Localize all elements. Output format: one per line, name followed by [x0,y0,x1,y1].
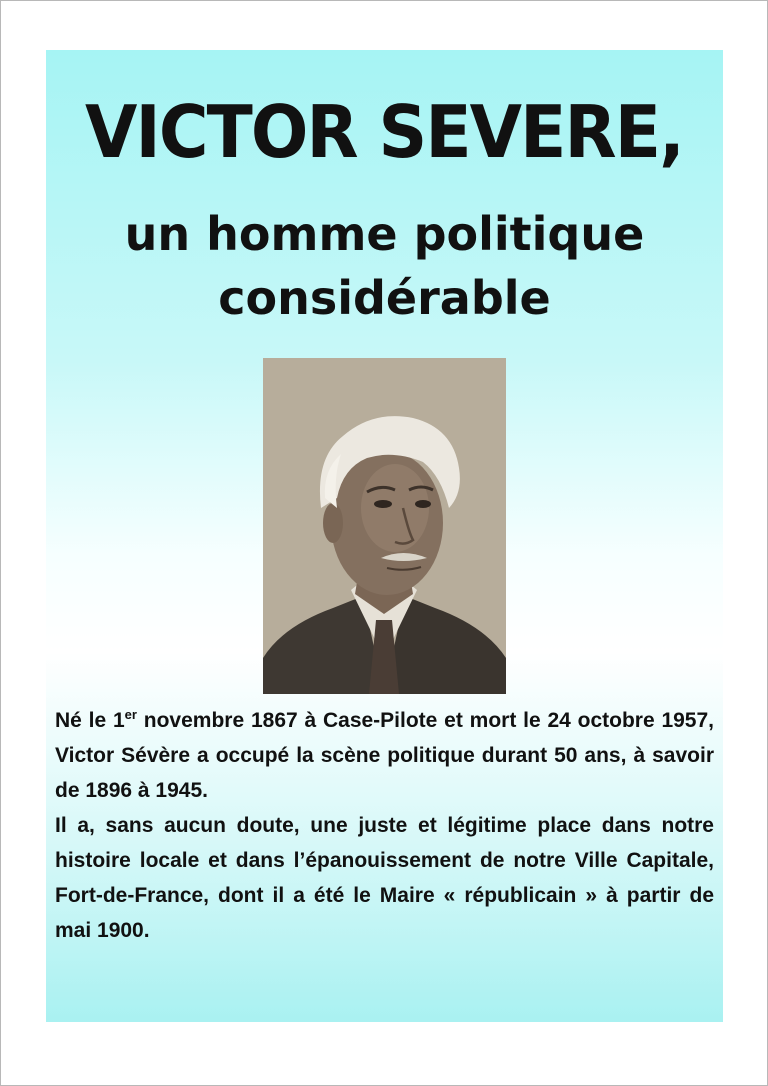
body-text [55,703,714,948]
poster-subtitle [46,202,723,330]
ordinal-suffix: er [124,707,137,722]
paragraph-legacy: Il a, sans aucun doute, une juste et légitime place dans notre histoire locale et dans l’épanouissement de notre Ville Capitale, Fort-de-France, dont il a été le Maire « républicain » à partir de mai 1900. [55,814,714,942]
subtitle-line-2: considérable [218,271,551,325]
p1-start: Né le 1 [55,709,125,732]
portrait-illustration [263,358,506,694]
poster-title: VICTOR SEVERE, [85,90,683,174]
paragraph-biography [55,703,714,808]
subtitle-line-1: un homme politique [124,207,645,261]
p1-rest: novembre 1867 à Case-Pilote et mort le 24 octobre 1957, Victor Sévère a occupé la scène politique durant 50 ans, à savoir de 1896 à 1945. [55,709,714,802]
portrait-photo [263,358,506,694]
